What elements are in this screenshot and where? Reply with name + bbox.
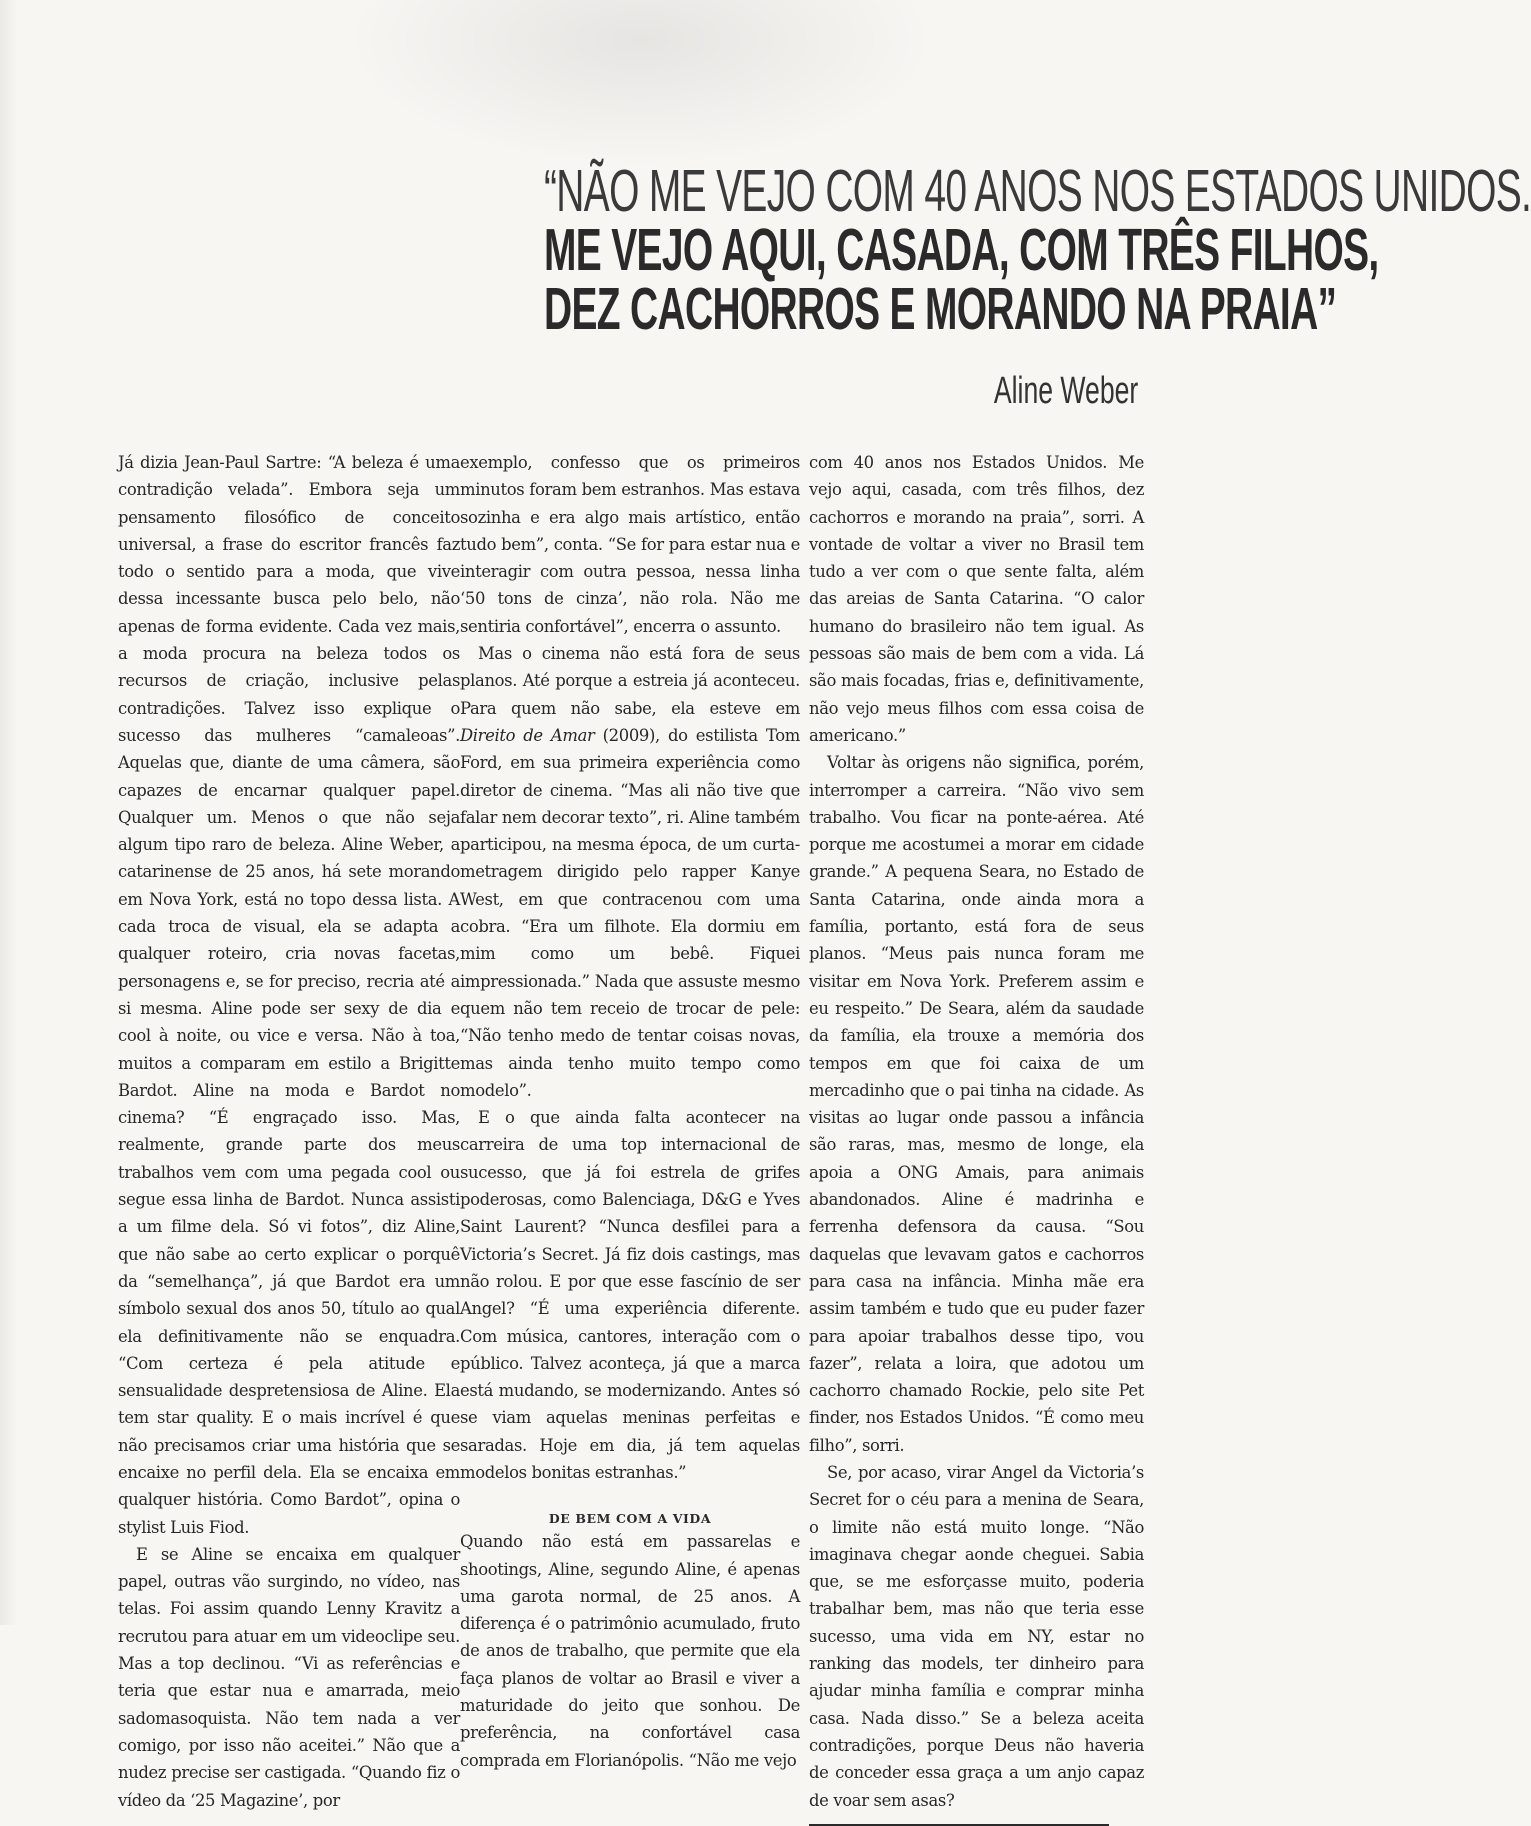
pull-quote-line-1: “NÃO ME VEJO COM 40 ANOS NOS ESTADOS UNIDOS.	[544, 158, 1531, 224]
paragraph: exemplo, confesso que os primeiros minutos foram bem estranhos. Mas estava sozinha e era algo mais artístico, então tudo bem”, conta. “Se for para estar nua e interagir com outra pessoa, nessa linha ‘50 tons de cinza’, não rola. Não me sentiria confortável”, encerra o assunto.	[460, 453, 800, 636]
article-column-2	[460, 449, 800, 1774]
pull-quote-line-3: DEZ CACHORROS E MORANDO NA PRAIA”	[544, 276, 1337, 342]
text-run: (2009), do estilista Tom Ford, em sua primeira experiência como diretor de cinema. “Mas ali não tive que falar nem decorar texto”, ri. Aline também participou, na mesma época, de um curta-metragem dirigido pelo rapper Kanye West, em que contracenou com uma cobra. “Era um filhote. Ela dormiu em mim como um bebê. Fiquei impressionada.” Nada que assuste mesmo quem não tem receio de trocar de pele: “Não tenho medo de tentar coisas novas, mas ainda tenho muito tempo como modelo”.	[460, 725, 800, 1100]
quote-byline: Aline Weber	[993, 370, 1138, 412]
paragraph: Se, por acaso, virar Angel da Victoria’s Secret for o céu para a menina de Seara, o limite não está muito longe. “Não imaginava chegar aonde cheguei. Sabia que, se me esforçasse muito, poderia trabalhar bem, mas não que teria esse sucesso, uma vida em NY, estar no ranking das models, ter dinheiro para ajudar minha família e comprar minha casa. Nada disso.” Se a beleza aceita contradições, porque Deus não haveria de conceder essa graça a um anjo capaz de voar sem asas?	[809, 1462, 1144, 1810]
pull-quote	[544, 158, 1531, 342]
paragraph: Voltar às origens não significa, porém, interromper a carreira. “Não vivo sem trabalho. Vou ficar na ponte-aérea. Até porque me acostumei a morar em cidade grande.” A pequena Seara, no Estado de Santa Catarina, onde ainda mora a família, portanto, está fora de seus planos. “Meus pais nunca foram me visitar em Nova York. Preferem assim e eu respeito.” De Seara, além da saudade da família, ela trouxe a memória dos tempos em que foi caixa de um mercadinho que o pai tinha na cidade. As visitas ao lugar onde passou a infância são raras, mas, mesmo de longe, ela apoia a ONG Amais, para animais abandonados. Aline é madrinha e ferrenha defensora da causa. “Sou daquelas que levavam gatos e cachorros para casa na infância. Minha mãe era assim também e tudo que eu puder fazer para apoiar trabalhos desse tipo, vou fazer”, relata a loira, que adotou um cachorro chamado Rockie, pelo site Pet finder, nos Estados Unidos. “É como meu filho”, sorri.	[809, 753, 1144, 1455]
pull-quote-line-2: ME VEJO AQUI, CASADA, COM TRÊS FILHOS,	[544, 217, 1379, 283]
article-column-3	[809, 449, 1144, 1826]
article-body	[118, 449, 1144, 1810]
paragraph: E o que ainda falta acontecer na carreira de uma top internacional de sucesso, que já foi estrela de grifes poderosas, como Balenciaga, D&G e Yves Saint Laurent? “Nunca desfilei para a Victoria’s Secret. Já fiz dois castings, mas não rolou. E por que esse fascínio de ser Angel? “É uma experiência diferente. Com música, cantores, interação com o público. Talvez aconteça, já que a marca está mudando, se modernizando. Antes só se viam aquelas meninas perfeitas e saradas. Hoje em dia, já tem aquelas modelos bonitas estranhas.”	[460, 1108, 800, 1482]
paragraph: Quando não está em passarelas e shootings, Aline, segundo Aline, é apenas uma garota normal, de 25 anos. A diferença é o patrimônio acumulado, fruto de anos de trabalho, que permite que ela faça planos de voltar ao Brasil e viver a maturidade do jeito que sonhou. De preferência, na confortável casa comprada em Florianópolis. “Não me vejo	[460, 1532, 800, 1770]
article-column-1	[118, 449, 460, 1814]
film-title: Direito de Amar	[460, 725, 595, 745]
text-run: Mas o cinema não está fora de seus planos. Até porque a estreia já aconteceu. Para quem não sabe, ela esteve em	[460, 644, 800, 718]
paragraph: Já dizia Jean-Paul Sartre: “A beleza é uma contradição velada”. Embora seja um pensamento filosófico de conceito universal, a frase do escritor francês faz todo o sentido para a moda, que vive dessa incessante busca pelo belo, não apenas de forma evidente. Cada vez mais, a moda procura na beleza todos os recursos de criação, inclusive pelas contradições. Talvez isso explique o sucesso das mulheres “camaleoas”. Aquelas que, diante de uma câmera, são capazes de encarnar qualquer papel. Qualquer um. Menos o que não seja algum tipo raro de beleza. Aline Weber, a catarinense de 25 anos, há sete morando em Nova York, está no topo dessa lista. A cada troca de visual, ela se adapta a qualquer roteiro, cria novas facetas, personagens e, se for preciso, recria até a si mesma. Aline pode ser sexy de dia e cool à noite, ou vice e versa. Não à toa, muitos a comparam em estilo a Brigitte Bardot. Aline na moda e Bardot no cinema? “É engraçado isso. Mas, realmente, grande parte dos meus trabalhos vem com uma pegada cool ou segue essa linha de Bardot. Nunca assisti a um filme dela. Só vi fotos”, diz Aline, que não sabe ao certo explicar o porquê da “semelhança”, já que Bardot era um símbolo sexual dos anos 50, título ao qual ela definitivamente não se enquadra. “Com certeza é pela atitude e sensualidade despretensiosa de Aline. Ela tem star quality. E o mais incrível é que não precisamos criar uma história que se encaixe no perfil dela. Ela se encaixa em qualquer história. Como Bardot”, opina o stylist Luis Fiod.	[118, 453, 460, 1537]
paragraph: com 40 anos nos Estados Unidos. Me vejo aqui, casada, com três filhos, dez cachorros e morando na praia”, sorri. A vontade de voltar a viver no Brasil tem tudo a ver com o que sente falta, além das areias de Santa Catarina. “O calor humano do brasileiro não tem igual. As pessoas são mais de bem com a vida. Lá são mais focadas, frias e, definitivamente, não vejo meus filhos com essa coisa de americano.”	[809, 453, 1144, 745]
section-heading: DE BEM COM A VIDA	[548, 1511, 712, 1527]
paragraph	[460, 640, 800, 1104]
paragraph: E se Aline se encaixa em qualquer papel, outras vão surgindo, no vídeo, nas telas. Foi assim quando Lenny Kravitz a recrutou para atuar em um videoclipe seu. Mas a top declinou. “Vi as referências e teria que estar nua e amarrada, meio sadomasoquista. Não tem nada a ver comigo, por isso não aceitei.” Não que a nudez precise ser castigada. “Quando fiz o vídeo da ‘25 Magazine’, por	[118, 1544, 460, 1810]
